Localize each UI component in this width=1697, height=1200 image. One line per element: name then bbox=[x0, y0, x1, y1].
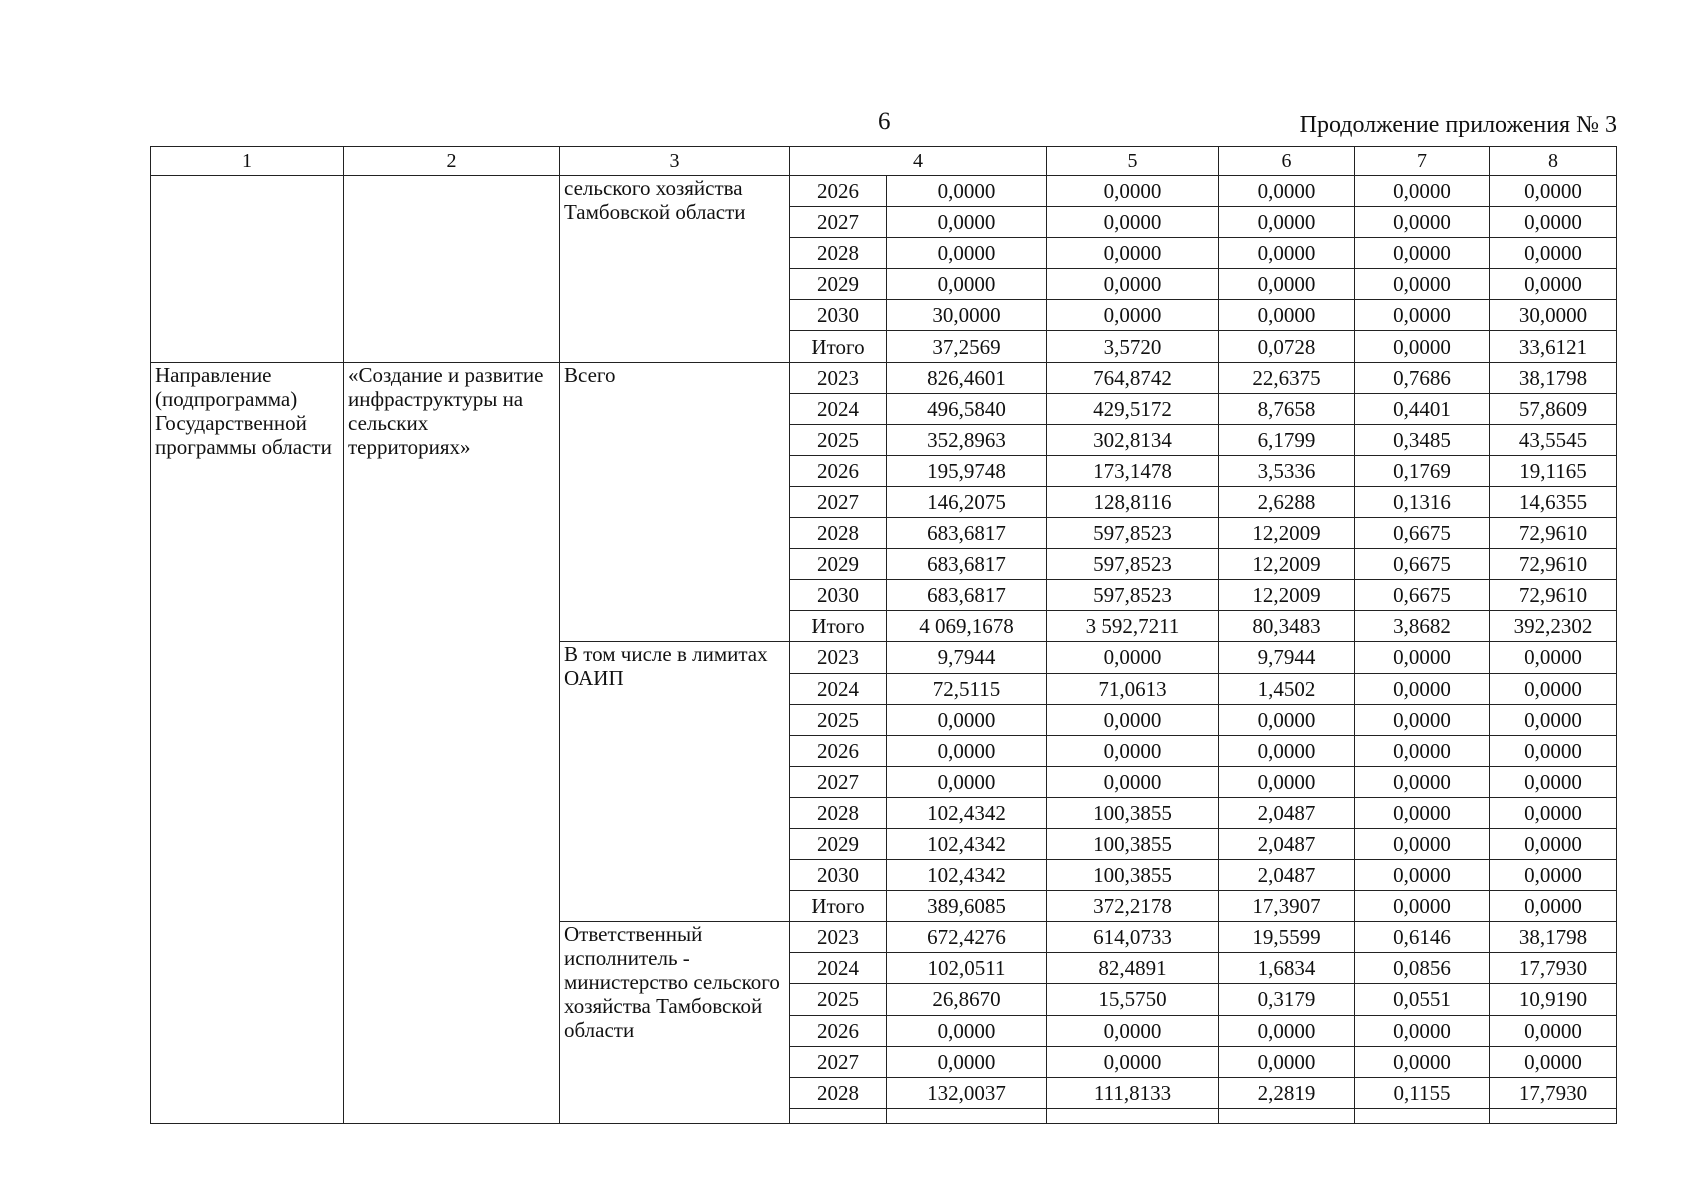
value-cell: 72,5115 bbox=[887, 673, 1047, 704]
value-cell: 2,0487 bbox=[1219, 860, 1355, 891]
value-cell: 0,0000 bbox=[1490, 828, 1617, 859]
value-cell: 0,0000 bbox=[1219, 1015, 1355, 1046]
value-cell: 0,0000 bbox=[887, 1046, 1047, 1077]
year-cell: 2029 bbox=[790, 269, 887, 300]
value-cell: 10,9190 bbox=[1490, 984, 1617, 1015]
value-cell: 1,4502 bbox=[1219, 673, 1355, 704]
column-header: 4 bbox=[790, 147, 1047, 176]
year-cell: 2024 bbox=[790, 953, 887, 984]
value-cell: 0,0000 bbox=[887, 238, 1047, 269]
value-cell: 0,0000 bbox=[1355, 176, 1490, 207]
value-cell: 0,0000 bbox=[1047, 1046, 1219, 1077]
year-cell: 2025 bbox=[790, 704, 887, 735]
year-cell: 2028 bbox=[790, 797, 887, 828]
value-cell: 195,9748 bbox=[887, 455, 1047, 486]
value-cell: 0,0000 bbox=[1490, 797, 1617, 828]
value-cell: 597,8523 bbox=[1047, 549, 1219, 580]
value-cell: 429,5172 bbox=[1047, 393, 1219, 424]
value-cell: 173,1478 bbox=[1047, 455, 1219, 486]
value-cell: 672,4276 bbox=[887, 922, 1047, 953]
value-cell: 0,3485 bbox=[1355, 424, 1490, 455]
value-cell: 0,0000 bbox=[1219, 176, 1355, 207]
value-cell: 0,0000 bbox=[1490, 269, 1617, 300]
empty-cell bbox=[790, 1109, 887, 1124]
value-cell: 0,0000 bbox=[1490, 735, 1617, 766]
value-cell: 0,0000 bbox=[887, 1015, 1047, 1046]
year-cell: 2027 bbox=[790, 486, 887, 517]
column-header: 5 bbox=[1047, 147, 1219, 176]
value-cell: 3,5336 bbox=[1219, 455, 1355, 486]
value-cell: 0,4401 bbox=[1355, 393, 1490, 424]
value-cell: 9,7944 bbox=[1219, 642, 1355, 673]
value-cell: 22,6375 bbox=[1219, 362, 1355, 393]
value-cell: 0,0000 bbox=[887, 766, 1047, 797]
value-cell: 614,0733 bbox=[1047, 922, 1219, 953]
value-cell: 0,0000 bbox=[1490, 176, 1617, 207]
value-cell: 683,6817 bbox=[887, 518, 1047, 549]
year-cell: 2026 bbox=[790, 176, 887, 207]
value-cell: 37,2569 bbox=[887, 331, 1047, 362]
year-cell: 2024 bbox=[790, 673, 887, 704]
empty-cell bbox=[1219, 1109, 1355, 1124]
column-header: 7 bbox=[1355, 147, 1490, 176]
value-cell: 0,0000 bbox=[1219, 207, 1355, 238]
budget-table bbox=[150, 146, 1617, 1124]
value-cell: 389,6085 bbox=[887, 891, 1047, 922]
value-cell: 102,0511 bbox=[887, 953, 1047, 984]
value-cell: 496,5840 bbox=[887, 393, 1047, 424]
value-cell: 0,1316 bbox=[1355, 486, 1490, 517]
year-cell: 2025 bbox=[790, 984, 887, 1015]
value-cell: 0,0000 bbox=[1490, 1015, 1617, 1046]
continuation-note: Продолжение приложения № 3 bbox=[1299, 112, 1617, 138]
value-cell: 0,1769 bbox=[1355, 455, 1490, 486]
value-cell: 0,0000 bbox=[1219, 735, 1355, 766]
value-cell: 0,3179 bbox=[1219, 984, 1355, 1015]
value-cell: 0,0000 bbox=[1355, 238, 1490, 269]
value-cell: 3 592,7211 bbox=[1047, 611, 1219, 642]
table-row bbox=[151, 176, 1617, 207]
value-cell: 0,0000 bbox=[1047, 642, 1219, 673]
value-cell: 0,0856 bbox=[1355, 953, 1490, 984]
value-cell: 0,0000 bbox=[1355, 766, 1490, 797]
value-cell: 0,0551 bbox=[1355, 984, 1490, 1015]
year-cell: 2023 bbox=[790, 362, 887, 393]
value-cell: 0,0000 bbox=[1219, 238, 1355, 269]
value-cell: 71,0613 bbox=[1047, 673, 1219, 704]
table-row bbox=[151, 362, 1617, 393]
year-cell: 2024 bbox=[790, 393, 887, 424]
value-cell: 0,0000 bbox=[887, 735, 1047, 766]
year-cell: 2026 bbox=[790, 455, 887, 486]
value-cell: 0,0000 bbox=[1355, 704, 1490, 735]
value-cell: 100,3855 bbox=[1047, 797, 1219, 828]
value-cell: 132,0037 bbox=[887, 1077, 1047, 1108]
value-cell: 19,5599 bbox=[1219, 922, 1355, 953]
value-cell: 0,0000 bbox=[1047, 704, 1219, 735]
value-cell: 80,3483 bbox=[1219, 611, 1355, 642]
value-cell: 0,0000 bbox=[887, 269, 1047, 300]
column-header: 6 bbox=[1219, 147, 1355, 176]
value-cell: 392,2302 bbox=[1490, 611, 1617, 642]
table-body bbox=[151, 147, 1617, 1124]
value-cell: 100,3855 bbox=[1047, 828, 1219, 859]
value-cell: 0,0000 bbox=[1355, 642, 1490, 673]
value-cell: 102,4342 bbox=[887, 797, 1047, 828]
value-cell: 0,0000 bbox=[1355, 269, 1490, 300]
value-cell: 0,0000 bbox=[1219, 300, 1355, 331]
value-cell: 102,4342 bbox=[887, 828, 1047, 859]
year-cell: 2028 bbox=[790, 1077, 887, 1108]
value-cell: 0,0000 bbox=[1219, 766, 1355, 797]
value-cell: 302,8134 bbox=[1047, 424, 1219, 455]
value-cell: 0,0000 bbox=[1355, 1046, 1490, 1077]
source-label: сельского хозяйства Тамбовской области bbox=[560, 176, 790, 363]
value-cell: 352,8963 bbox=[887, 424, 1047, 455]
value-cell: 43,5545 bbox=[1490, 424, 1617, 455]
value-cell: 0,0000 bbox=[1355, 735, 1490, 766]
column-header: 3 bbox=[560, 147, 790, 176]
year-cell: 2028 bbox=[790, 518, 887, 549]
year-cell: 2030 bbox=[790, 300, 887, 331]
value-cell: 26,8670 bbox=[887, 984, 1047, 1015]
value-cell: 72,9610 bbox=[1490, 518, 1617, 549]
value-cell: 0,0000 bbox=[1490, 673, 1617, 704]
value-cell: 764,8742 bbox=[1047, 362, 1219, 393]
empty-cell bbox=[887, 1109, 1047, 1124]
value-cell: 0,6146 bbox=[1355, 922, 1490, 953]
year-cell: 2030 bbox=[790, 860, 887, 891]
value-cell: 33,6121 bbox=[1490, 331, 1617, 362]
value-cell: 597,8523 bbox=[1047, 518, 1219, 549]
value-cell: 82,4891 bbox=[1047, 953, 1219, 984]
value-cell: 0,0000 bbox=[1047, 766, 1219, 797]
value-cell: 0,1155 bbox=[1355, 1077, 1490, 1108]
value-cell: 0,0000 bbox=[1047, 1015, 1219, 1046]
value-cell: 0,0000 bbox=[1490, 704, 1617, 735]
year-cell: 2023 bbox=[790, 642, 887, 673]
value-cell: 72,9610 bbox=[1490, 549, 1617, 580]
value-cell: 0,6675 bbox=[1355, 580, 1490, 611]
value-cell: 38,1798 bbox=[1490, 362, 1617, 393]
year-cell: 2027 bbox=[790, 1046, 887, 1077]
block-label: В том числе в лимитах ОАИП bbox=[560, 642, 790, 922]
value-cell: 19,1165 bbox=[1490, 455, 1617, 486]
value-cell: 146,2075 bbox=[887, 486, 1047, 517]
value-cell: 72,9610 bbox=[1490, 580, 1617, 611]
value-cell: 17,7930 bbox=[1490, 1077, 1617, 1108]
value-cell: 4 069,1678 bbox=[887, 611, 1047, 642]
value-cell: 0,0000 bbox=[1490, 1046, 1617, 1077]
value-cell: 2,6288 bbox=[1219, 486, 1355, 517]
column-header-row bbox=[151, 147, 1617, 176]
subprogram-name: «Создание и развитие инфраструктуры на сельских территориях» bbox=[344, 362, 560, 1123]
value-cell: 30,0000 bbox=[887, 300, 1047, 331]
year-cell: 2029 bbox=[790, 549, 887, 580]
empty-cell bbox=[1490, 1109, 1617, 1124]
year-cell: 2025 bbox=[790, 424, 887, 455]
value-cell: 0,0000 bbox=[1047, 735, 1219, 766]
value-cell: 0,7686 bbox=[1355, 362, 1490, 393]
value-cell: 0,0000 bbox=[1355, 300, 1490, 331]
year-cell: 2029 bbox=[790, 828, 887, 859]
block-label: Всего bbox=[560, 362, 790, 642]
value-cell: 0,0000 bbox=[1047, 238, 1219, 269]
value-cell: 0,0000 bbox=[1355, 331, 1490, 362]
value-cell: 0,0000 bbox=[1047, 269, 1219, 300]
value-cell: 826,4601 bbox=[887, 362, 1047, 393]
value-cell: 0,0000 bbox=[1355, 207, 1490, 238]
value-cell: 12,2009 bbox=[1219, 518, 1355, 549]
value-cell: 15,5750 bbox=[1047, 984, 1219, 1015]
value-cell: 0,0000 bbox=[1355, 797, 1490, 828]
value-cell: 0,0000 bbox=[1490, 891, 1617, 922]
value-cell: 2,0487 bbox=[1219, 828, 1355, 859]
value-cell: 100,3855 bbox=[1047, 860, 1219, 891]
value-cell: 128,8116 bbox=[1047, 486, 1219, 517]
value-cell: 0,0000 bbox=[1047, 176, 1219, 207]
value-cell: 102,4342 bbox=[887, 860, 1047, 891]
value-cell: 1,6834 bbox=[1219, 953, 1355, 984]
value-cell: 0,0000 bbox=[1490, 642, 1617, 673]
direction-label: Направление (подпрограмма) Государственной программы области bbox=[151, 362, 344, 1123]
value-cell: 0,0728 bbox=[1219, 331, 1355, 362]
value-cell: 12,2009 bbox=[1219, 549, 1355, 580]
column-header: 2 bbox=[344, 147, 560, 176]
year-cell: Итого bbox=[790, 331, 887, 362]
value-cell: 0,6675 bbox=[1355, 549, 1490, 580]
value-cell: 372,2178 bbox=[1047, 891, 1219, 922]
value-cell: 0,0000 bbox=[1490, 207, 1617, 238]
value-cell: 14,6355 bbox=[1490, 486, 1617, 517]
value-cell: 0,0000 bbox=[1219, 704, 1355, 735]
value-cell: 0,0000 bbox=[1490, 238, 1617, 269]
value-cell: 0,0000 bbox=[1355, 860, 1490, 891]
value-cell: 0,0000 bbox=[1047, 300, 1219, 331]
value-cell: 8,7658 bbox=[1219, 393, 1355, 424]
value-cell: 597,8523 bbox=[1047, 580, 1219, 611]
value-cell: 683,6817 bbox=[887, 580, 1047, 611]
value-cell: 12,2009 bbox=[1219, 580, 1355, 611]
value-cell: 0,0000 bbox=[1219, 269, 1355, 300]
value-cell: 0,0000 bbox=[1355, 1015, 1490, 1046]
column-header: 1 bbox=[151, 147, 344, 176]
year-cell: 2023 bbox=[790, 922, 887, 953]
value-cell: 111,8133 bbox=[1047, 1077, 1219, 1108]
value-cell: 17,7930 bbox=[1490, 953, 1617, 984]
value-cell: 38,1798 bbox=[1490, 922, 1617, 953]
value-cell: 0,0000 bbox=[1355, 828, 1490, 859]
value-cell: 0,0000 bbox=[1355, 673, 1490, 704]
value-cell: 3,8682 bbox=[1355, 611, 1490, 642]
value-cell: 30,0000 bbox=[1490, 300, 1617, 331]
page-number: 6 bbox=[878, 108, 891, 135]
year-cell: 2030 bbox=[790, 580, 887, 611]
value-cell: 3,5720 bbox=[1047, 331, 1219, 362]
empty-cell bbox=[1047, 1109, 1219, 1124]
year-cell: 2026 bbox=[790, 1015, 887, 1046]
column-header: 8 bbox=[1490, 147, 1617, 176]
value-cell: 0,0000 bbox=[1355, 891, 1490, 922]
year-cell: 2027 bbox=[790, 207, 887, 238]
value-cell: 0,0000 bbox=[1219, 1046, 1355, 1077]
value-cell: 0,0000 bbox=[887, 176, 1047, 207]
value-cell: 0,0000 bbox=[887, 704, 1047, 735]
empty-cell bbox=[151, 176, 344, 363]
value-cell: 2,2819 bbox=[1219, 1077, 1355, 1108]
year-cell: Итого bbox=[790, 611, 887, 642]
value-cell: 683,6817 bbox=[887, 549, 1047, 580]
value-cell: 0,6675 bbox=[1355, 518, 1490, 549]
value-cell: 0,0000 bbox=[1490, 860, 1617, 891]
value-cell: 9,7944 bbox=[887, 642, 1047, 673]
value-cell: 2,0487 bbox=[1219, 797, 1355, 828]
empty-cell bbox=[1355, 1109, 1490, 1124]
value-cell: 0,0000 bbox=[887, 207, 1047, 238]
value-cell: 6,1799 bbox=[1219, 424, 1355, 455]
year-cell: 2028 bbox=[790, 238, 887, 269]
empty-cell bbox=[344, 176, 560, 363]
value-cell: 17,3907 bbox=[1219, 891, 1355, 922]
year-cell: 2027 bbox=[790, 766, 887, 797]
value-cell: 0,0000 bbox=[1490, 766, 1617, 797]
value-cell: 0,0000 bbox=[1047, 207, 1219, 238]
year-cell: 2026 bbox=[790, 735, 887, 766]
year-cell: Итого bbox=[790, 891, 887, 922]
block-label: Ответственный исполнитель - министерство сельского хозяйства Тамбовской области bbox=[560, 922, 790, 1124]
value-cell: 57,8609 bbox=[1490, 393, 1617, 424]
